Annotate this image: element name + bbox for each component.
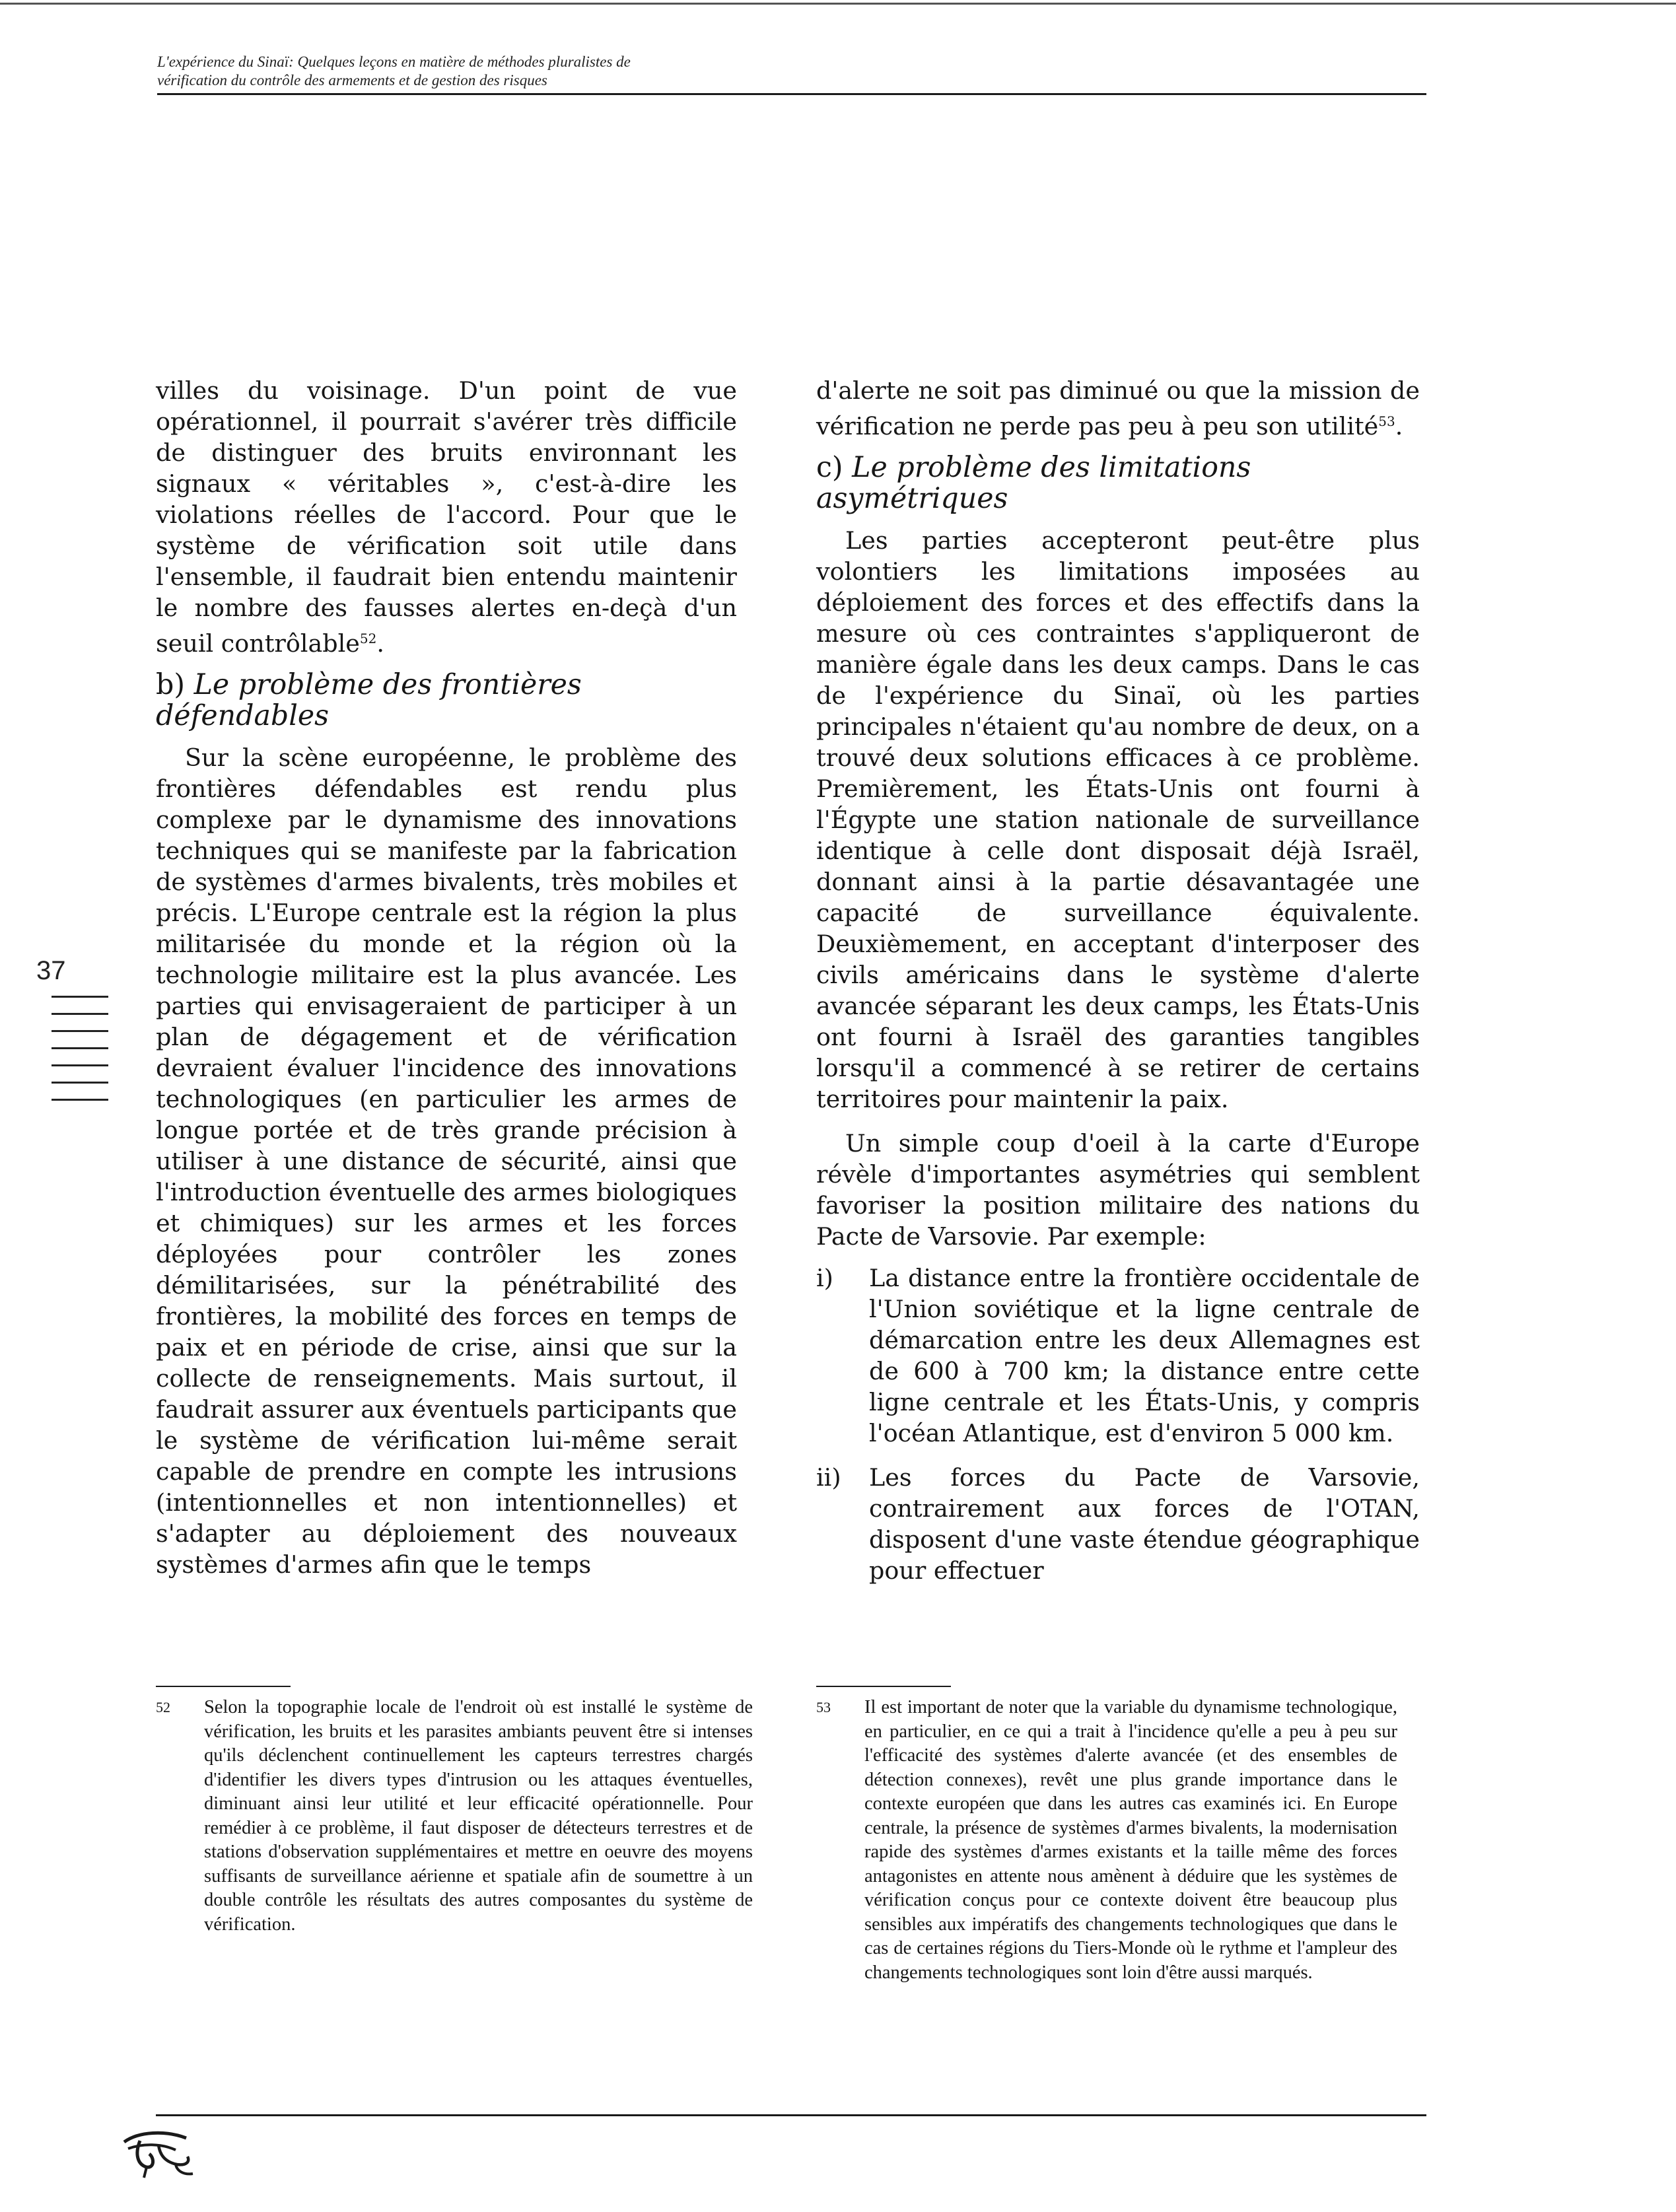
footnote-separator-right [816,1686,951,1687]
margin-rule [52,1030,108,1032]
footnote-text: Selon la topographie locale de l'endroit où est installé le système de vérification, les bruits et les parasites ambiants peuvent être si intenses qu'ils déclenchent continuellement les capteurs terrestres chargés d'identifier les divers types d'intrusion ou les attaques éventuelles, diminuant ainsi leur utilité et leur efficacité opérationnelle. Pour remédier à ce problème, il faut disposer de détecteurs terrestres et de stations d'observation supplémentaires et mettre en oeuvre des moyens suffisants de surveillance aérienne et spatiale afin de soumettre à un double contrôle les résultats des autres composantes du système de vérification. [204,1697,753,1935]
footnote-ref-53[interactable]: 53 [1378,413,1395,429]
top-border [0,3,1676,5]
right-paragraph-3: Un simple coup d'oeil à la carte d'Europe révèle d'importantes asymétries qui semblent favoriser la position militaire des nations du Pacte de Varsovie. Par exemple: [816,1129,1420,1251]
right-paragraph-2: Les parties accepteront peut-être plus volontiers les limitations imposées au déploiement des forces et des effectifs dans la mesure où ces contraintes s'appliqueront de manière égale dans les deux camps. Dans le cas de l'expérience du Sinaï, où les parties principales n'étaient qu'au nombre de deux, on a trouvé deux solutions efficaces à ce problème. Premièrement, les États-Unis ont fourni à l'Égypte une station nationale de surveillance identique à celle dont disposait déjà Israël, donnant ainsi à la partie désavantagée une capacité de surveillance équivalente. Deuxièmement, en acceptant d'interposer des civils américains dans le système d'alerte avancée séparant les deux camps, les États-Unis ont fourni à Israël des garanties tangibles lorsqu'il a commencé à se retirer de certains territoires pour maintenir la paix. [816,526,1420,1114]
margin-rule [52,1013,108,1015]
footnote-number: 52 [156,1699,170,1715]
footnote-separator-left [156,1686,291,1687]
eye-of-horus-logo-icon [120,2127,198,2180]
margin-rules [52,996,108,1116]
section-heading-c: c) Le problème des limitations asymétriques [816,451,1251,516]
margin-rule [52,996,108,998]
header-rule [157,93,1426,95]
footnote-number: 53 [816,1699,831,1715]
right-paragraph-1: d'alerte ne soit pas diminué ou que la mission de vérification ne perde pas peu à peu son utilité$^{53}$. [816,376,1420,441]
footnote-52 [156,1696,753,1937]
left-paragraph-1: villes du voisinage. D'un point de vue opérationnel, il pourrait s'avérer très difficile de distinguer des bruits environnant les signaux « véritables », c'est-à-dire les violations réelles de l'accord. Pour que le système de vérification soit utile dans l'ensemble, il faudrait bien entendu maintenir le nombre des fausses alertes en-deçà d'un seuil contrôlable$^{52}$. [156,376,737,658]
right-column [816,375,1420,1586]
running-header-line-1: L'expérience du Sinaï: Quelques leçons en matière de méthodes pluralistes de [157,53,631,70]
list-item-label: ii) [816,1463,841,1492]
left-paragraph-2: Sur la scène européenne, le problème des frontières défendables est rendu plus complexe par le dynamisme des innovations techniques qui se manifeste par la fabrication de systèmes d'armes bivalents, très mobiles et précis. L'Europe centrale est la région la plus militarisée du monde et la région où la technologie militaire est la plus avancée. Les parties qui envisageraient de participer à un plan de dégagement et de vérification devraient évaluer l'incidence des innovations technologiques (en particulier les armes de longue portée et de très grande précision à utiliser à une distance de sécurité, ainsi que l'introduction éventuelle des armes biologiques et chimiques) sur les armes et les forces déployées pour contrôler les zones démilitarisées, sur la pénétrabilité des frontières, la mobilité des forces en temps de paix et en période de crise, ainsi que sur la collecte de renseignements. Mais surtout, il faudrait assurer aux éventuels participants que le système de vérification lui-même serait capable de prendre en compte les intrusions (intentionnelles et non intentionnelles) et s'adapter au déploiement des nouveaux systèmes d'armes afin que le temps [156,743,737,1579]
list-item-text: Les forces du Pacte de Varsovie, contrairement aux forces de l'OTAN, disposent d'une vaste étendue géographique pour effectuer [869,1463,1420,1585]
margin-rule [52,1047,108,1049]
left-column [156,375,737,1580]
list-item-i [816,1262,1420,1449]
margin-rule [52,1082,108,1084]
footnote-text: Il est important de noter que la variable du dynamisme technologique, en particulier, en ce qui a trait à l'incidence qu'elle a peu à peu sur l'efficacité des systèmes d'alerte avancée (et des ensembles de détection connexes), revêt une plus grande importance dans le contexte européen que dans les autres cas examinés ici. En Europe centrale, la présence de systèmes d'armes bivalents, la modernisation rapide des systèmes d'armes existants et la taille même des forces antagonistes en attente nous amènent à déduire que les systèmes de vérification conçus pour ce contexte doivent être beaucoup plus sensibles aux impératifs des changements technologiques que dans le cas de certaines régions du Tiers-Monde où le rythme et l'ampleur des changements technologiques sont loin d'être aussi marqués. [864,1697,1397,1983]
running-header-line-2: vérification du contrôle des armements et de gestion des risques [157,72,547,88]
footnote-ref-52[interactable]: 52 [359,631,377,646]
bottom-rule [156,2114,1426,2116]
footnote-53 [816,1696,1397,1985]
section-heading-b: b) Le problème des frontières défendables [156,668,582,733]
list-item-text: La distance entre la frontière occidentale de l'Union soviétique et la ligne centrale de démarcation entre les deux Allemagnes est de 600 à 700 km; la distance entre cette ligne centrale et les États-Unis, y compris l'océan Atlantique, est d'environ 5 000 km. [869,1264,1420,1448]
page-number: 37 [36,956,66,985]
margin-rule [52,1099,108,1101]
margin-rule [52,1064,108,1066]
list-item-ii [816,1462,1420,1586]
list-item-label: i) [816,1264,833,1293]
running-header [157,53,1432,90]
